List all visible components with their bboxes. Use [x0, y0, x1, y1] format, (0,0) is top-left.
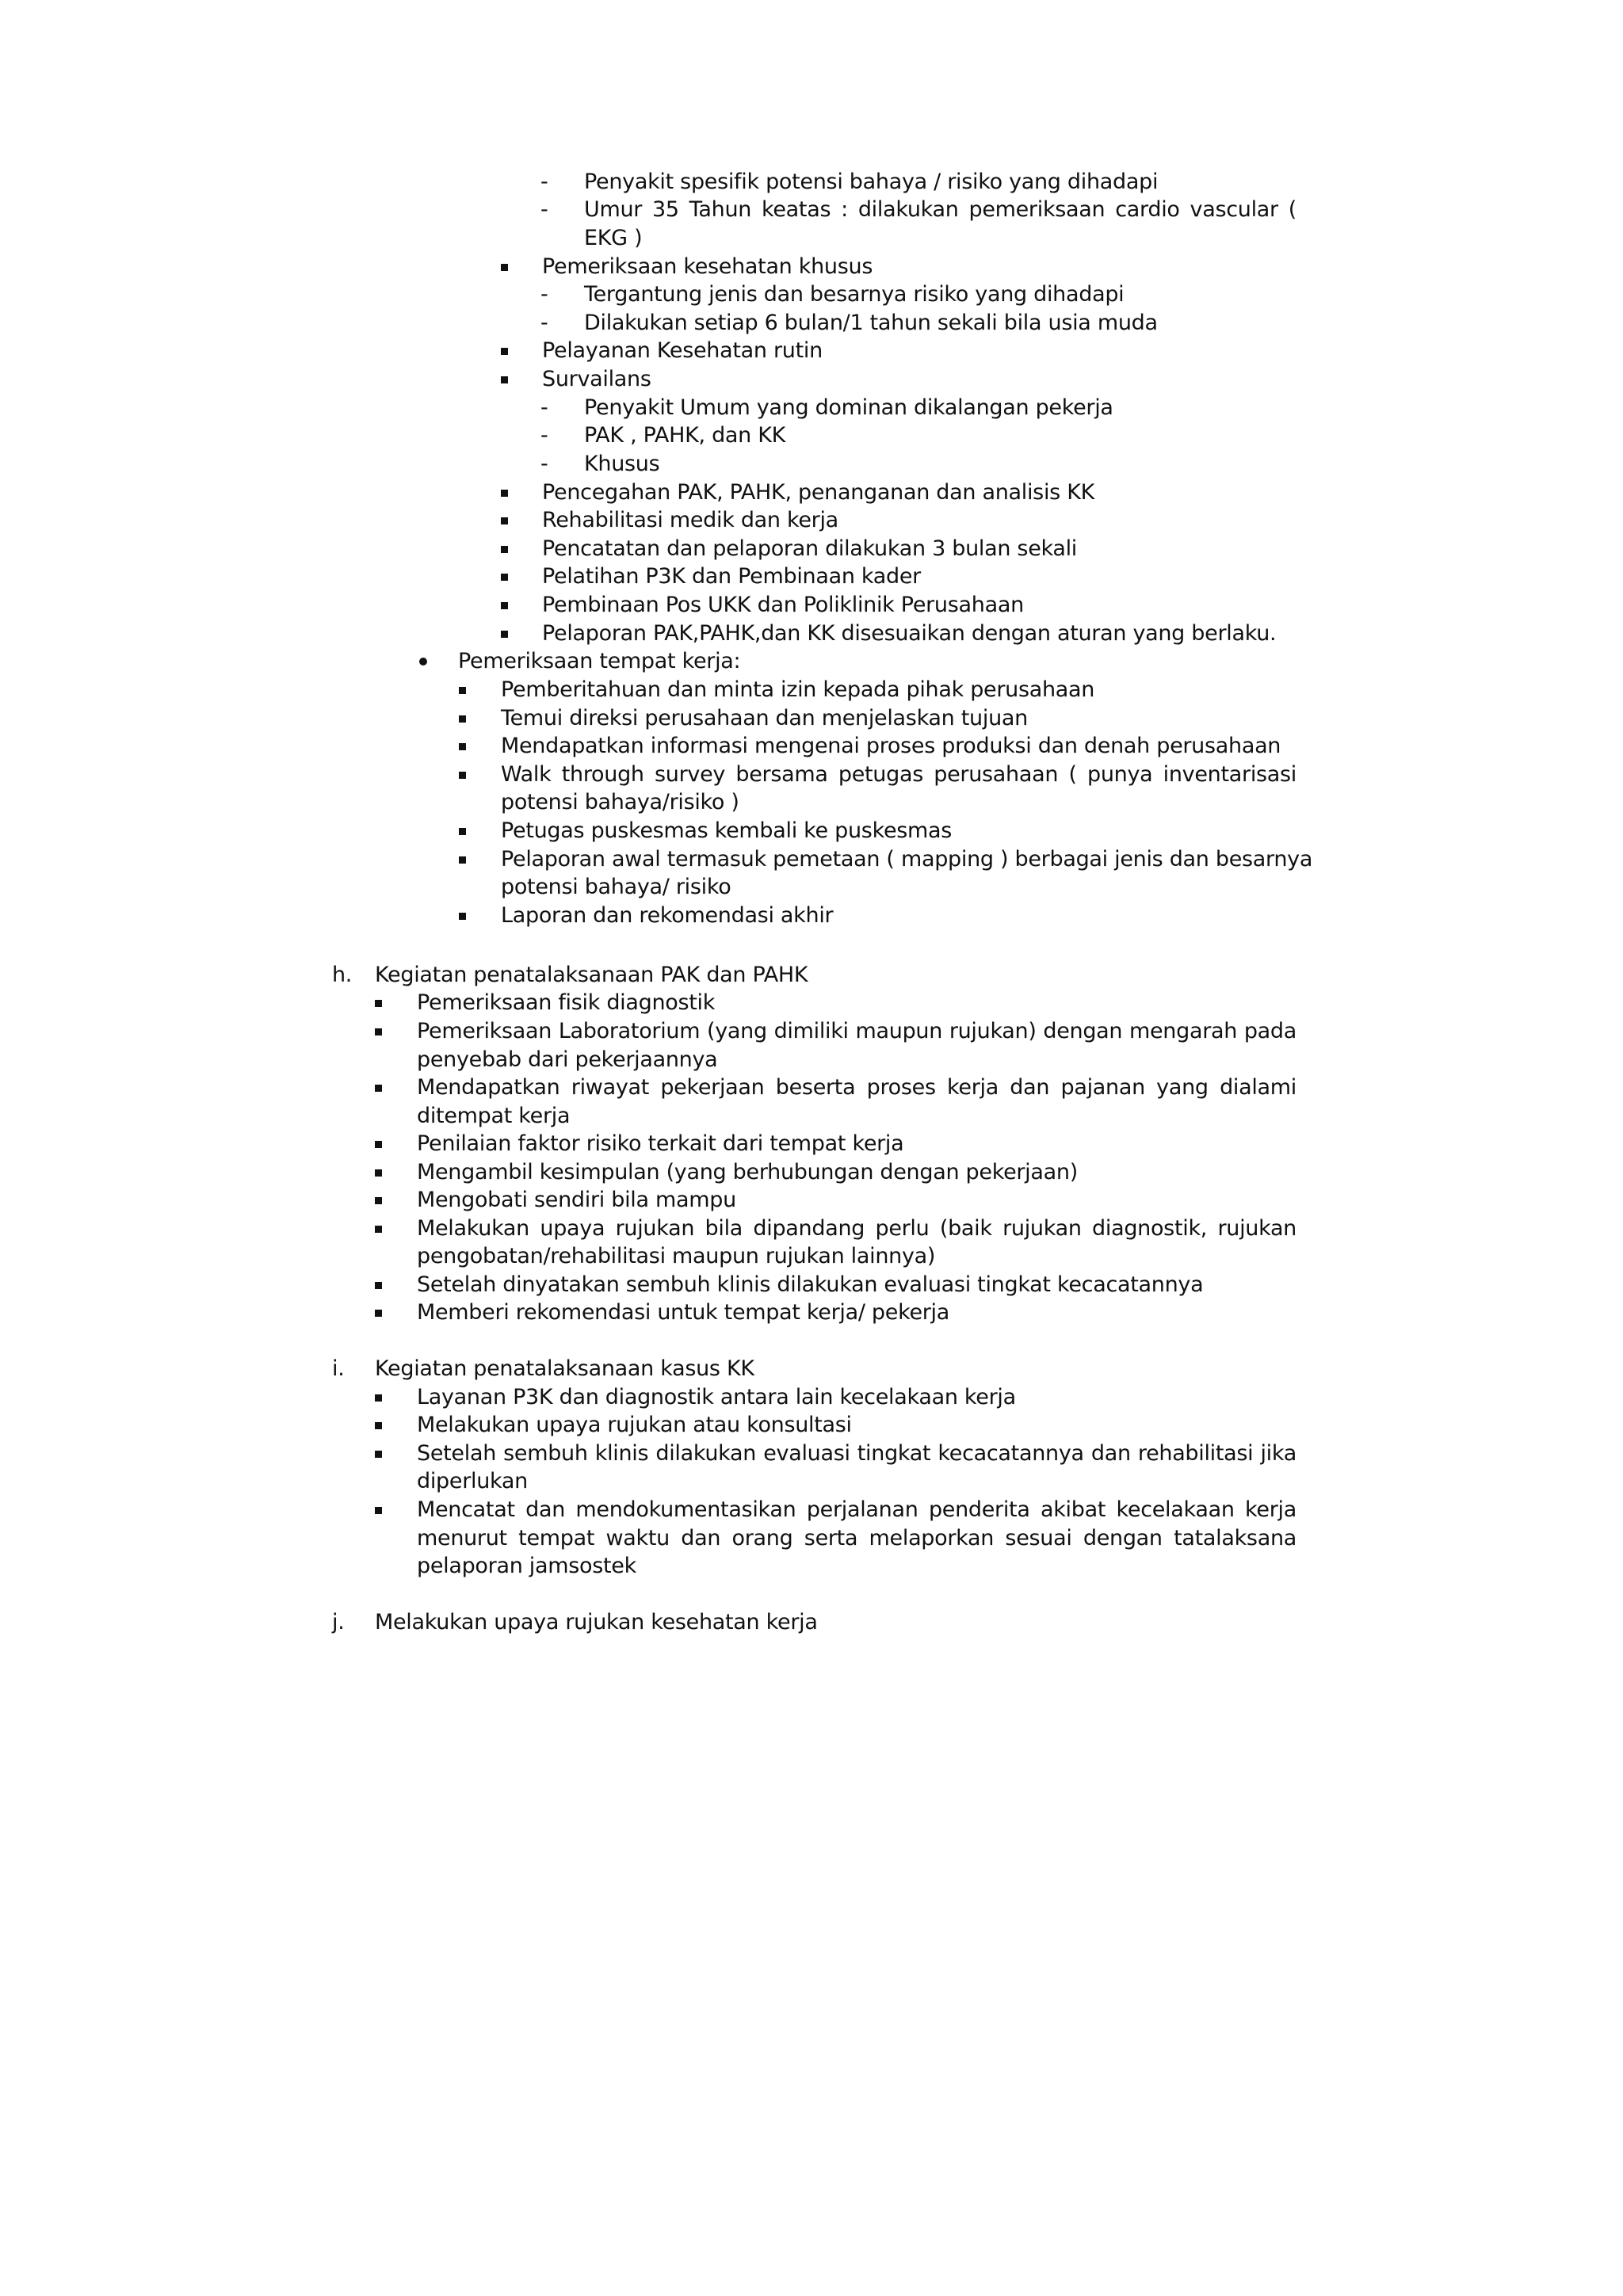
square-bullet: [459, 856, 466, 864]
list-item-continuation: diperlukan: [417, 1469, 528, 1493]
square-bullet: [375, 1197, 382, 1204]
square-bullet: [375, 1226, 382, 1233]
list-item: Penilaian faktor risiko terkait dari tempat kerja: [417, 1131, 904, 1156]
list-item: Pemeriksaan fisik diagnostik: [417, 990, 716, 1015]
square-bullet: [459, 743, 466, 750]
list-item: Setelah dinyatakan sembuh klinis dilakukan evaluasi tingkat kecacatannya: [417, 1272, 1204, 1297]
list-item: Penyakit spesifik potensi bahaya / risiko yang dihadapi: [584, 170, 1159, 194]
dash-marker: -: [540, 282, 548, 307]
square-bullet: [501, 574, 508, 581]
list-item: Pelatihan P3K dan Pembinaan kader: [542, 564, 921, 589]
section-marker: i.: [332, 1356, 345, 1381]
list-item: Layanan P3K dan diagnostik antara lain kecelakaan kerja: [417, 1385, 1016, 1409]
list-item: Mengobati sendiri bila mampu: [417, 1188, 736, 1212]
square-bullet: [375, 1394, 382, 1402]
dash-marker: -: [540, 452, 548, 476]
dash-marker: -: [540, 395, 548, 420]
section-title: Kegiatan penatalaksanaan kasus KK: [375, 1356, 754, 1381]
list-item: Rehabilitasi medik dan kerja: [542, 508, 838, 532]
list-item: Tergantung jenis dan besarnya risiko yang dihadapi: [584, 282, 1125, 307]
square-bullet: [375, 1422, 382, 1429]
list-item: Laporan dan rekomendasi akhir: [501, 903, 834, 928]
square-bullet: [375, 1085, 382, 1092]
list-item: Pelaporan PAK,PAHK,dan KK disesuaikan dengan aturan yang berlaku.: [542, 621, 1277, 646]
list-item: Temui direksi perusahaan dan menjelaskan tujuan: [501, 706, 1028, 730]
section-marker: j.: [332, 1610, 345, 1634]
square-bullet: [501, 546, 508, 553]
list-item: Mendapatkan riwayat pekerjaan beserta proses kerja dan pajanan yang dialami: [417, 1075, 1296, 1100]
square-bullet: [501, 602, 508, 609]
square-bullet: [501, 376, 508, 383]
list-item: Pelaporan awal termasuk pemetaan ( mapping ) berbagai jenis dan besarnya: [501, 847, 1313, 871]
list-item: Mencatat dan mendokumentasikan perjalanan penderita akibat kecelakaan kerja: [417, 1497, 1296, 1522]
square-bullet: [501, 348, 508, 355]
list-item: Survailans: [542, 367, 651, 391]
list-item-continuation: menurut tempat waktu dan orang serta melaporkan sesuai dengan tatalaksana: [417, 1526, 1296, 1550]
section-title: Melakukan upaya rujukan kesehatan kerja: [375, 1610, 818, 1634]
list-item: Pemberitahuan dan minta izin kepada pihak perusahaan: [501, 677, 1095, 702]
dash-marker: -: [540, 311, 548, 335]
square-bullet: [501, 517, 508, 524]
list-item-continuation: pelaporan jamsostek: [417, 1554, 636, 1578]
list-item-continuation: penyebab dari pekerjaannya: [417, 1047, 718, 1072]
list-item: Pemeriksaan Laboratorium (yang dimiliki maupun rujukan) dengan mengarah pada: [417, 1019, 1296, 1043]
list-item: Melakukan upaya rujukan atau konsultasi: [417, 1413, 852, 1437]
list-item: Pencegahan PAK, PAHK, penanganan dan analisis KK: [542, 480, 1095, 505]
square-bullet: [459, 715, 466, 723]
square-bullet: [501, 490, 508, 497]
list-item: Khusus: [584, 452, 660, 476]
square-bullet: [501, 264, 508, 271]
list-item: Pelayanan Kesehatan rutin: [542, 338, 823, 363]
list-item-continuation: ditempat kerja: [417, 1104, 571, 1128]
list-item: Petugas puskesmas kembali ke puskesmas: [501, 818, 953, 843]
list-item: Mengambil kesimpulan (yang berhubungan dengan pekerjaan): [417, 1160, 1078, 1184]
dash-marker: -: [540, 197, 548, 222]
list-item-continuation: potensi bahaya/ risiko: [501, 875, 731, 899]
dash-marker: -: [540, 423, 548, 448]
list-item: Pemeriksaan kesehatan khusus: [542, 254, 873, 279]
square-bullet: [375, 1310, 382, 1317]
list-item: Melakukan upaya rujukan bila dipandang perlu (baik rujukan diagnostik, rujukan: [417, 1216, 1296, 1241]
list-item: Penyakit Umum yang dominan dikalangan pekerja: [584, 395, 1113, 420]
list-item: Dilakukan setiap 6 bulan/1 tahun sekali bila usia muda: [584, 311, 1158, 335]
list-item-continuation: pengobatan/rehabilitasi maupun rujukan lainnya): [417, 1244, 936, 1268]
list-item: Pencatatan dan pelaporan dilakukan 3 bulan sekali: [542, 536, 1078, 561]
square-bullet: [375, 1507, 382, 1514]
list-item: Walk through survey bersama petugas perusahaan ( punya inventarisasi: [501, 762, 1296, 787]
list-heading: Pemeriksaan tempat kerja:: [458, 649, 741, 673]
square-bullet: [375, 1028, 382, 1035]
square-bullet: [459, 687, 466, 694]
dash-marker: -: [540, 170, 548, 194]
list-item: Pembinaan Pos UKK dan Poliklinik Perusahaan: [542, 593, 1024, 617]
list-item-continuation: EKG ): [584, 226, 643, 250]
list-item: Setelah sembuh klinis dilakukan evaluasi tingkat kecacatannya dan rehabilitasi jika: [417, 1441, 1296, 1466]
list-item-continuation: potensi bahaya/risiko ): [501, 790, 739, 814]
section-marker: h.: [332, 963, 353, 987]
list-item: Umur 35 Tahun keatas : dilakukan pemeriksaan cardio vascular (: [584, 197, 1296, 222]
square-bullet: [375, 1169, 382, 1177]
list-item: Memberi rekomendasi untuk tempat kerja/ pekerja: [417, 1300, 950, 1325]
list-item: PAK , PAHK, dan KK: [584, 423, 786, 448]
square-bullet: [501, 631, 508, 638]
list-item: Mendapatkan informasi mengenai proses produksi dan denah perusahaan: [501, 734, 1281, 758]
section-title: Kegiatan penatalaksanaan PAK dan PAHK: [375, 963, 808, 987]
square-bullet: [375, 1000, 382, 1007]
square-bullet: [375, 1282, 382, 1289]
square-bullet: [459, 772, 466, 779]
square-bullet: [459, 828, 466, 835]
square-bullet: [375, 1451, 382, 1458]
square-bullet: [375, 1141, 382, 1148]
square-bullet: [459, 913, 466, 920]
round-bullet: [419, 658, 427, 666]
